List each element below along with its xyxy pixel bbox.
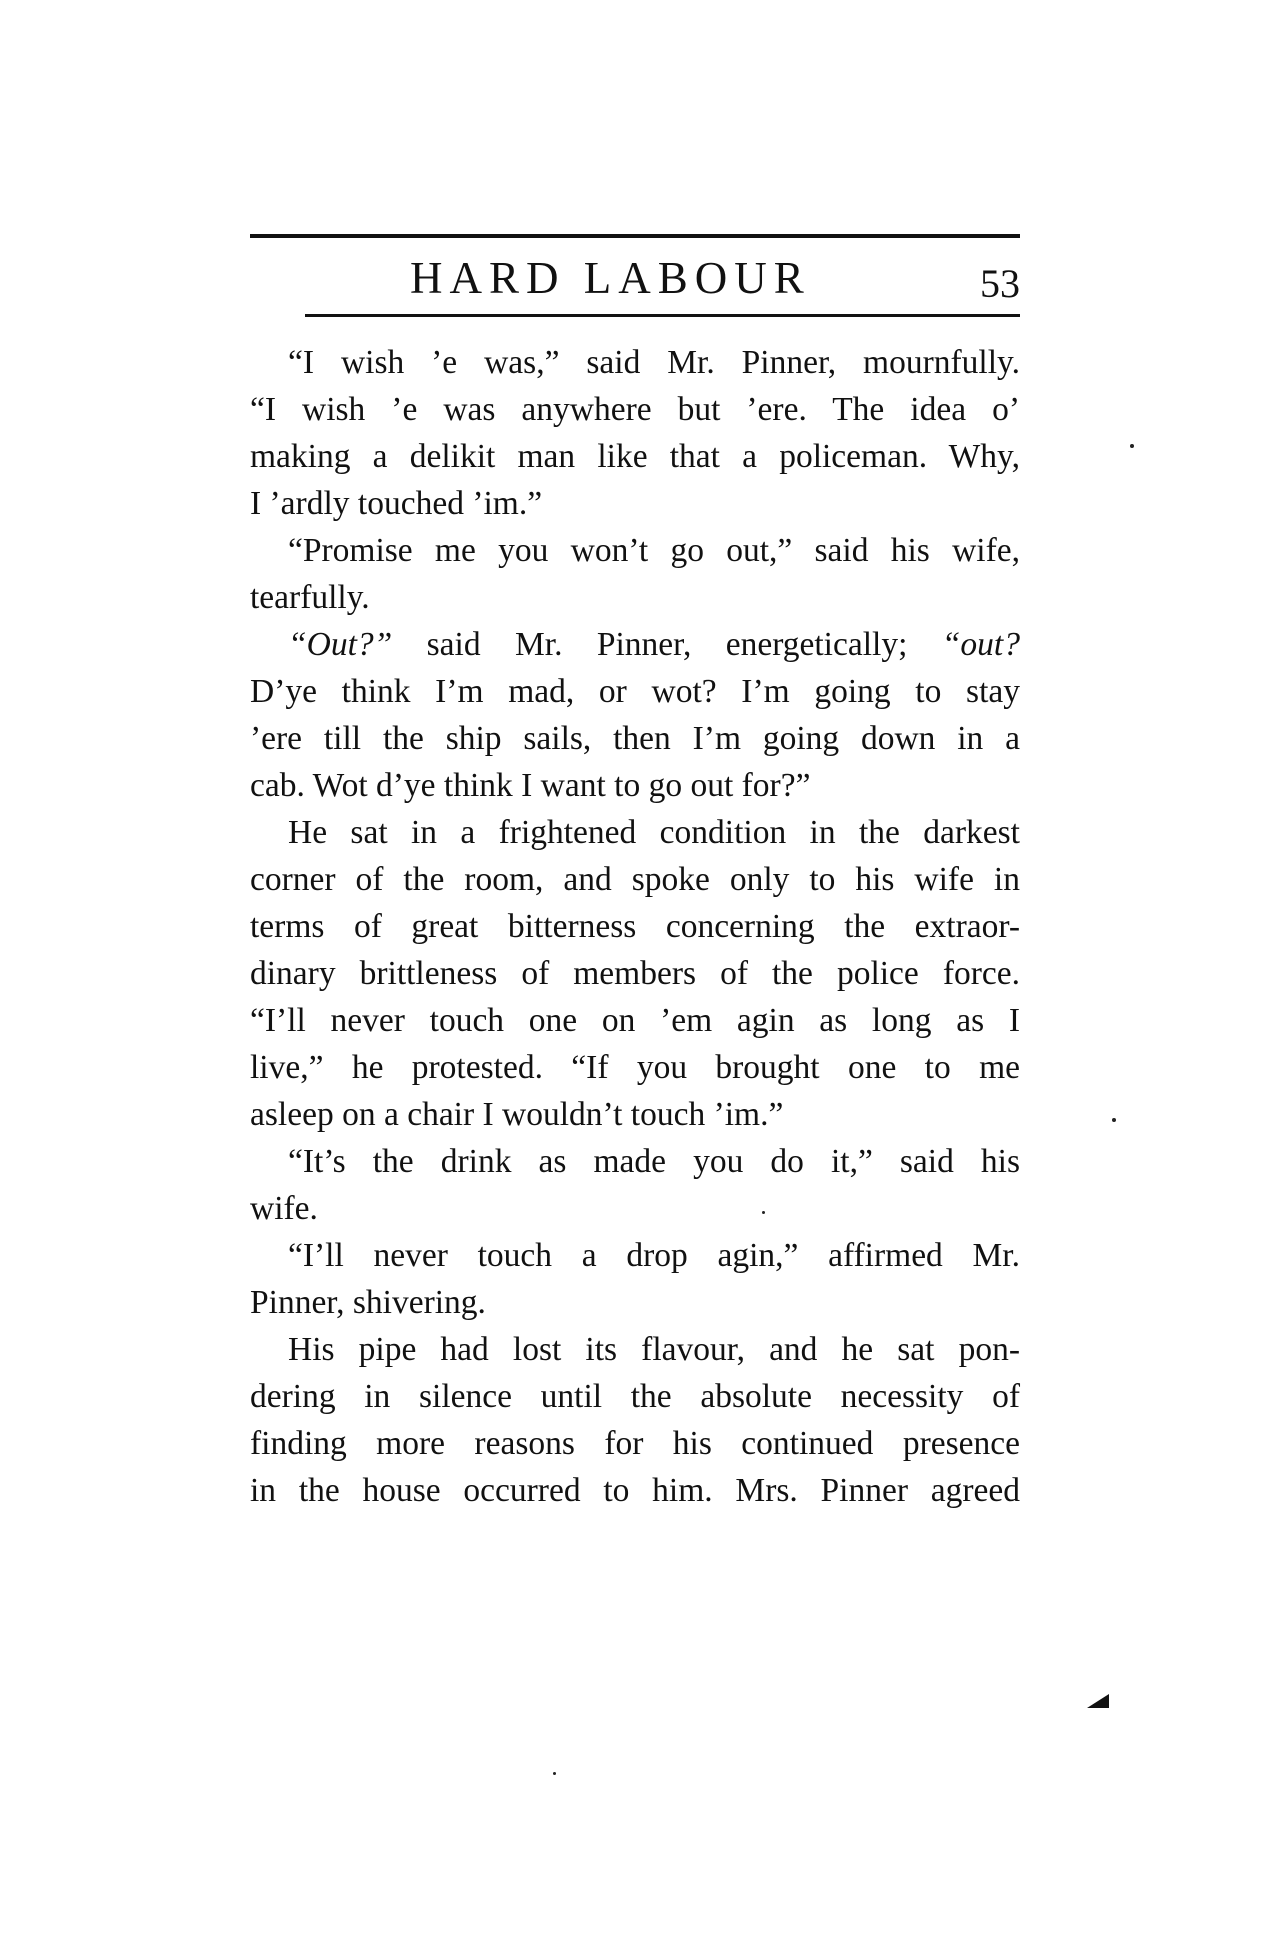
running-head — [250, 244, 1020, 314]
text-line: “It’s the drink as made you do it,” said his — [288, 1143, 1020, 1180]
text-line: cab. Wot d’ye think I want to go out for?” — [250, 767, 811, 804]
paragraph — [250, 1138, 1020, 1232]
text-line: D’ye think I’m mad, or wot? I’m going to stay — [250, 673, 1020, 710]
header-rule-bottom — [305, 314, 1020, 317]
italic-text: “out? — [941, 626, 1020, 663]
text-line: terms of great bitterness concerning the extraor- — [250, 908, 1020, 945]
scan-speck — [1112, 1118, 1116, 1122]
scan-speck — [1130, 444, 1134, 448]
body-text — [250, 339, 1020, 1514]
text-line: making a delikit man like that a policeman. Why, — [250, 438, 1020, 475]
paragraph — [250, 527, 1020, 621]
page-number: 53 — [980, 261, 1020, 306]
italic-text: “Out?” — [288, 626, 393, 663]
text-line: live,” he protested. “If you brought one to me — [250, 1049, 1020, 1086]
paragraph — [250, 1232, 1020, 1326]
scan-mark — [1087, 1694, 1109, 1708]
text-line: in the house occurred to him. Mrs. Pinner agreed — [250, 1472, 1020, 1509]
text-line: He sat in a frightened condition in the darkest — [288, 814, 1020, 851]
paragraph — [250, 1326, 1020, 1514]
text-line: tearfully. — [250, 579, 370, 616]
text-line: “I’ll never touch a drop agin,” affirmed Mr. — [288, 1237, 1020, 1274]
text-line: I ’ardly touched ’im.” — [250, 485, 543, 522]
header-rule-top — [250, 234, 1020, 238]
text-line: dering in silence until the absolute necessity of — [250, 1378, 1020, 1415]
text-line: “I wish ’e was,” said Mr. Pinner, mournfully. — [288, 344, 1020, 381]
text-line: Pinner, shivering. — [250, 1284, 486, 1321]
text-line: His pipe had lost its flavour, and he sat pon- — [288, 1331, 1020, 1368]
text-line: dinary brittleness of members of the police force. — [250, 955, 1020, 992]
text-line: asleep on a chair I wouldn’t touch ’im.” — [250, 1096, 784, 1133]
text-line: ’ere till the ship sails, then I’m going down in a — [250, 720, 1020, 757]
text-line: wife. — [250, 1190, 318, 1227]
running-head-title: HARD LABOUR — [410, 253, 811, 303]
paragraph — [250, 339, 1020, 527]
paragraph — [250, 621, 1020, 809]
text-line — [250, 621, 1020, 668]
scan-speck — [553, 1772, 556, 1775]
text-line: finding more reasons for his continued presence — [250, 1425, 1020, 1462]
scan-speck — [762, 1211, 765, 1214]
text-line: corner of the room, and spoke only to his wife in — [250, 861, 1020, 898]
text-line: “Promise me you won’t go out,” said his wife, — [288, 532, 1020, 569]
text-line: “I wish ’e was anywhere but ’ere. The idea o’ — [250, 391, 1020, 428]
text-line: “I’ll never touch one on ’em agin as long as I — [250, 1002, 1020, 1039]
paragraph — [250, 809, 1020, 1138]
text-fragment: said Mr. Pinner, energetically; — [392, 626, 942, 663]
